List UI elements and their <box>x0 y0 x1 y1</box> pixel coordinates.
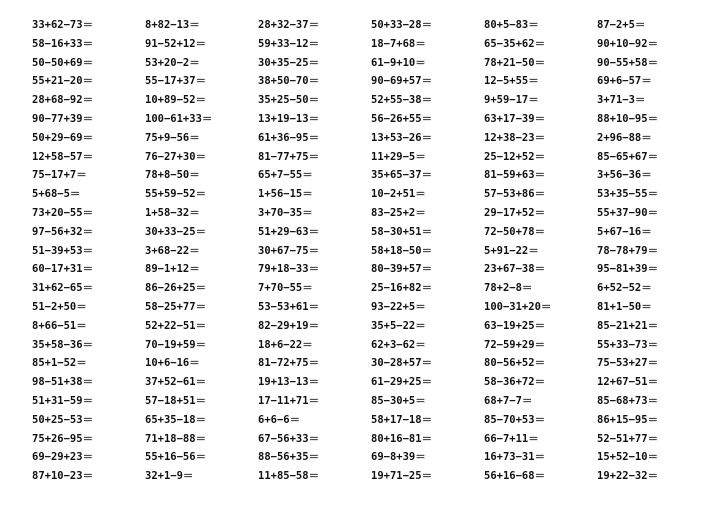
math-problem: 1+58−32＝ <box>145 206 200 219</box>
math-problem: 17−11+71＝ <box>258 394 320 407</box>
math-problem: 58−36+72＝ <box>484 376 546 389</box>
math-problem: 85−65+67＝ <box>597 150 659 163</box>
math-problem: 52+55−38＝ <box>371 94 433 107</box>
math-problem: 86−26+25＝ <box>145 282 207 295</box>
math-problem: 72−59+29＝ <box>484 338 546 351</box>
math-problem: 56−26+55＝ <box>371 112 433 125</box>
math-problem: 62+3−62＝ <box>371 338 426 351</box>
math-problem: 28+32−37＝ <box>258 19 320 31</box>
math-problem: 97−56+32＝ <box>32 225 94 238</box>
math-problem: 78+8−50＝ <box>145 169 200 182</box>
math-problem: 100−61+33＝ <box>145 112 213 125</box>
math-problem: 53+20−2＝ <box>145 56 200 69</box>
math-problem: 55+16−56＝ <box>145 451 207 464</box>
math-problem: 30−28+57＝ <box>371 357 433 370</box>
math-problem: 89−1+12＝ <box>145 263 200 276</box>
math-problem: 29−17+52＝ <box>484 206 546 219</box>
math-problem: 50+29−69＝ <box>32 131 94 144</box>
math-problem: 86+15−95＝ <box>597 413 659 426</box>
math-problem: 55+37−90＝ <box>597 206 659 219</box>
math-problem: 58−30+51＝ <box>371 225 433 238</box>
arithmetic-worksheet <box>32 16 712 496</box>
math-problem: 18+6−22＝ <box>258 338 313 351</box>
math-problem: 50+33−28＝ <box>371 19 433 31</box>
math-problem: 19+71−25＝ <box>371 470 433 483</box>
math-problem: 18−7+68＝ <box>371 37 426 50</box>
math-problem: 15+52−10＝ <box>597 451 659 464</box>
math-problem: 58+17−18＝ <box>371 413 433 426</box>
math-problem: 78−78+79＝ <box>597 244 659 257</box>
math-problem: 51+31−59＝ <box>32 394 94 407</box>
math-problem: 80−56+52＝ <box>484 357 546 370</box>
math-problem: 87+10−23＝ <box>32 470 94 483</box>
math-problem: 16+73−31＝ <box>484 451 546 464</box>
math-problem: 90−77+39＝ <box>32 112 94 125</box>
math-problem: 58−25+77＝ <box>145 300 207 313</box>
math-problem: 80+16−81＝ <box>371 432 433 445</box>
math-problem: 76−27+30＝ <box>145 150 207 163</box>
math-problem: 75−53+27＝ <box>597 357 659 370</box>
math-problem: 90+10−92＝ <box>597 37 659 50</box>
math-problem: 67−56+33＝ <box>258 432 320 445</box>
math-problem: 35+5−22＝ <box>371 319 426 332</box>
math-problem: 56+16−68＝ <box>484 470 546 483</box>
math-problem: 12+67−51＝ <box>597 376 659 389</box>
math-problem: 35+65−37＝ <box>371 169 433 182</box>
math-problem: 85−68+73＝ <box>597 394 659 407</box>
math-problem: 87−2+5＝ <box>597 19 646 31</box>
math-problem: 3+70−35＝ <box>258 206 313 219</box>
math-problem: 85−30+5＝ <box>371 394 426 407</box>
math-problem: 28+68−92＝ <box>32 94 94 107</box>
math-problem: 90−55+58＝ <box>597 56 659 69</box>
math-problem: 9+59−17＝ <box>484 94 539 107</box>
math-problem: 23+67−38＝ <box>484 263 546 276</box>
math-problem: 11+85−58＝ <box>258 470 320 483</box>
math-problem: 69+6−57＝ <box>597 75 652 88</box>
math-problem: 81−72+75＝ <box>258 357 320 370</box>
math-problem: 51−39+53＝ <box>32 244 94 257</box>
math-problem: 12+38−23＝ <box>484 131 546 144</box>
math-problem: 10+6−16＝ <box>145 357 200 370</box>
math-problem: 2+96−88＝ <box>597 131 652 144</box>
math-problem: 58+18−50＝ <box>371 244 433 257</box>
math-problem: 30+33−25＝ <box>145 225 207 238</box>
math-problem: 80+5−83＝ <box>484 19 539 31</box>
math-problem: 60−17+31＝ <box>32 263 94 276</box>
math-problem: 85−21+21＝ <box>597 319 659 332</box>
math-problem: 75+9−56＝ <box>145 131 200 144</box>
math-problem: 61+36−95＝ <box>258 131 320 144</box>
math-problem: 50+25−53＝ <box>32 413 94 426</box>
math-problem: 68+7−7＝ <box>484 394 533 407</box>
math-problem: 32+1−9＝ <box>145 470 194 483</box>
math-problem: 57−18+51＝ <box>145 394 207 407</box>
math-problem: 53+35−55＝ <box>597 188 659 201</box>
math-problem: 12−5+55＝ <box>484 75 539 88</box>
math-problem: 65+35−18＝ <box>145 413 207 426</box>
math-problem: 75+26−95＝ <box>32 432 94 445</box>
math-problem: 63+17−39＝ <box>484 112 546 125</box>
math-problem: 88−56+35＝ <box>258 451 320 464</box>
math-problem: 7+70−55＝ <box>258 282 313 295</box>
math-problem: 81+1−50＝ <box>597 300 652 313</box>
math-problem: 65+7−55＝ <box>258 169 313 182</box>
math-problem: 93−22+5＝ <box>371 300 426 313</box>
math-problem: 6+6−6＝ <box>258 413 301 426</box>
math-problem: 83−25+2＝ <box>371 206 426 219</box>
math-problem: 25−12+52＝ <box>484 150 546 163</box>
math-problem: 55+33−73＝ <box>597 338 659 351</box>
math-problem: 25−16+82＝ <box>371 282 433 295</box>
math-problem: 13+19−13＝ <box>258 112 320 125</box>
math-problem: 38+50−70＝ <box>258 75 320 88</box>
math-problem: 63−19+25＝ <box>484 319 546 332</box>
math-problem: 6+52−52＝ <box>597 282 652 295</box>
math-problem: 82−29+19＝ <box>258 319 320 332</box>
math-problem: 13+53−26＝ <box>371 131 433 144</box>
math-problem: 100−31+20＝ <box>484 300 552 313</box>
math-problem: 59+33−12＝ <box>258 37 320 50</box>
math-problem: 75−17+7＝ <box>32 169 87 182</box>
math-problem: 58−16+33＝ <box>32 37 94 50</box>
math-problem: 11+29−5＝ <box>371 150 426 163</box>
math-problem: 61−29+25＝ <box>371 376 433 389</box>
math-problem: 55−17+37＝ <box>145 75 207 88</box>
math-problem: 69−29+23＝ <box>32 451 94 464</box>
math-problem: 55+21−20＝ <box>32 75 94 88</box>
math-problem: 61−9+10＝ <box>371 56 426 69</box>
math-problem: 88+10−95＝ <box>597 112 659 125</box>
math-problem: 5+91−22＝ <box>484 244 539 257</box>
math-problem: 3+68−22＝ <box>145 244 200 257</box>
math-problem: 85−70+53＝ <box>484 413 546 426</box>
math-problem: 85+1−52＝ <box>32 357 87 370</box>
math-problem: 65−35+62＝ <box>484 37 546 50</box>
math-problem: 90−69+57＝ <box>371 75 433 88</box>
math-problem: 8+82−13＝ <box>145 19 200 31</box>
math-problem: 57−53+86＝ <box>484 188 546 201</box>
math-problem: 81−77+75＝ <box>258 150 320 163</box>
math-problem: 35+25−50＝ <box>258 94 320 107</box>
math-problem: 78+2−8＝ <box>484 282 533 295</box>
math-problem: 79+18−33＝ <box>258 263 320 276</box>
math-problem: 95−81+39＝ <box>597 263 659 276</box>
math-problem: 53−53+61＝ <box>258 300 320 313</box>
math-problem: 5+68−5＝ <box>32 188 81 201</box>
math-problem: 12+58−57＝ <box>32 150 94 163</box>
math-problem: 51+29−63＝ <box>258 225 320 238</box>
math-problem: 35+58−36＝ <box>32 338 94 351</box>
math-problem: 73+20−55＝ <box>32 206 94 219</box>
math-problem: 52+22−51＝ <box>145 319 207 332</box>
math-problem: 81−59+63＝ <box>484 169 546 182</box>
math-problem: 5+67−16＝ <box>597 225 652 238</box>
math-problem: 78+21−50＝ <box>484 56 546 69</box>
math-problem: 70−19+59＝ <box>145 338 207 351</box>
math-problem: 50−50+69＝ <box>32 56 94 69</box>
math-problem: 30+35−25＝ <box>258 56 320 69</box>
math-problem: 51−2+50＝ <box>32 300 87 313</box>
math-problem: 3+71−3＝ <box>597 94 646 107</box>
math-problem: 31+62−65＝ <box>32 282 94 295</box>
math-problem: 37+52−61＝ <box>145 376 207 389</box>
math-problem: 69−8+39＝ <box>371 451 426 464</box>
math-problem: 33+62−73＝ <box>32 19 94 31</box>
math-problem: 71+18−88＝ <box>145 432 207 445</box>
math-problem: 30+67−75＝ <box>258 244 320 257</box>
math-problem: 72−50+78＝ <box>484 225 546 238</box>
math-problem: 80−39+57＝ <box>371 263 433 276</box>
math-problem: 1+56−15＝ <box>258 188 313 201</box>
math-problem: 8+66−51＝ <box>32 319 87 332</box>
math-problem: 98−51+38＝ <box>32 376 94 389</box>
math-problem: 91−52+12＝ <box>145 37 207 50</box>
math-problem: 66−7+11＝ <box>484 432 539 445</box>
math-problem: 19+13−13＝ <box>258 376 320 389</box>
math-problem: 10−2+51＝ <box>371 188 426 201</box>
math-problem: 52−51+77＝ <box>597 432 659 445</box>
math-problem: 10+89−52＝ <box>145 94 207 107</box>
math-problem: 3+56−36＝ <box>597 169 652 182</box>
math-problem: 19+22−32＝ <box>597 470 659 483</box>
math-problem: 55+59−52＝ <box>145 188 207 201</box>
